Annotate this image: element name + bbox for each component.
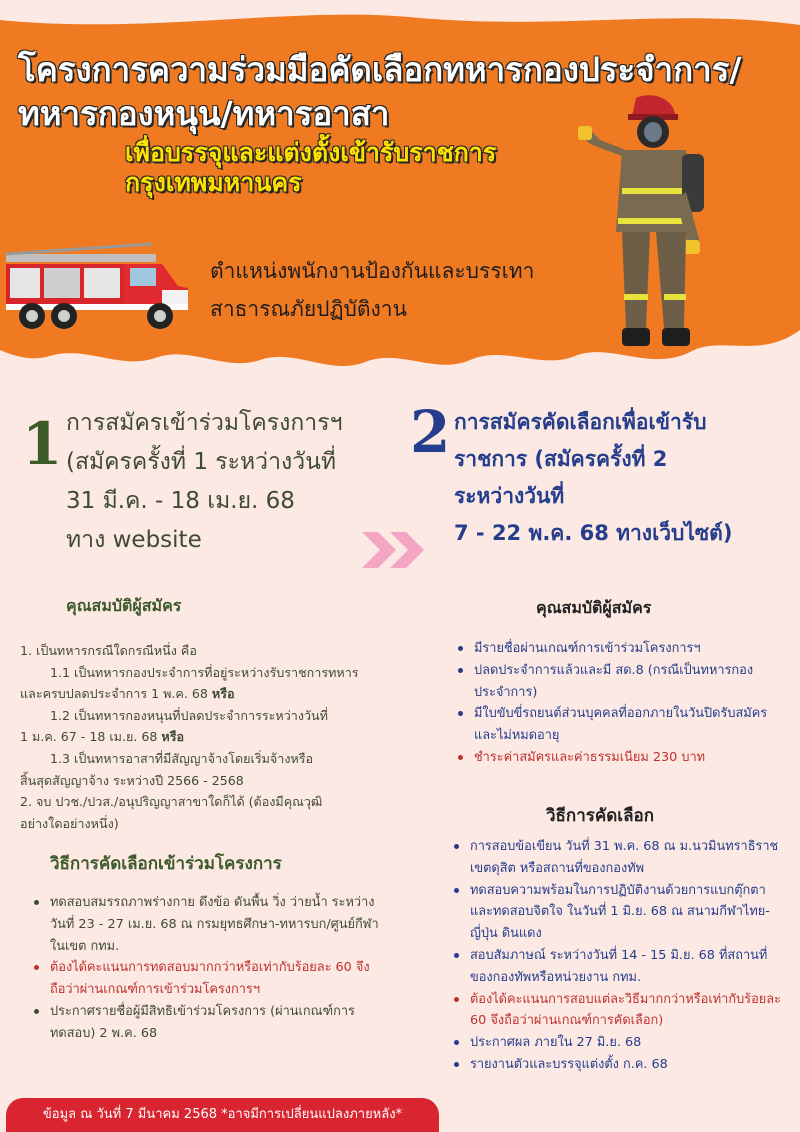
list-item: มีรายชื่อผ่านเกณฑ์การเข้าร่วมโครงการฯ — [454, 638, 784, 660]
list-item: ทดสอบสมรรถภาพร่างกาย ดึงข้อ ดันพื้น วิ่ง ว่ายน้ำ ระหว่างวันที่ 23 - 27 เม.ย. 68 ณ กรมยุทธศึกษา-ทหารบก/ศูนย์กีฬาในเขต กทม. — [30, 892, 380, 957]
step1-qualifications: 1. เป็นทหารกรณีใดกรณีหนึ่ง คือ 1.1 เป็นทหารกองประจำการที่อยู่ระหว่างรับราชการทหาร และครบปลดประจำการ 1 พ.ค. 68 หรือ 1.2 เป็นทหารกองหนุนที่ปลดประจำการระหว่างวันที่ 1 ม.ค. 67 - 18 เม.ย. 68 หรือ 1.3 เป็นทหารอาสาที่มีสัญญาจ้างโดยเริ่มจ้างหรือ สิ้นสุดสัญญาจ้าง ระหว่างปี 2566 - 2568 2. จบ ปวช./ปวส./อนุปริญญาสาขาใดก็ได้ (ต้องมีคุณวุฒิ อย่างใดอย่างหนึ่ง) — [20, 643, 359, 831]
step2-number: 2 — [410, 398, 451, 466]
header-banner — [0, 0, 800, 390]
list-item: ประกาศผล ภายใน 27 มิ.ย. 68 — [450, 1032, 786, 1054]
step2-selection-heading: วิธีการคัดเลือก — [546, 806, 655, 826]
footer-note: ข้อมูล ณ วันที่ 7 มีนาคม 2568 *อาจมีการเปลี่ยนแปลงภายหลัง* — [6, 1098, 439, 1132]
step1-description: การสมัครเข้าร่วมโครงการฯ (สมัครครั้งที่ 1 ระหว่างวันที่ 31 มี.ค. - 18 เม.ย. 68 ทาง website — [66, 410, 343, 553]
step2-qualifications-heading: คุณสมบัติผู้สมัคร — [536, 598, 652, 617]
list-item: ต้องได้คะแนนการทดสอบมากกว่าหรือเท่ากับร้อยละ 60 จึงถือว่าผ่านเกณฑ์การเข้าร่วมโครงการฯ — [30, 957, 380, 1001]
position-title: ตำแหน่งพนักงานป้องกันและบรรเทา สาธารณภัยปฏิบัติงาน — [210, 259, 535, 321]
step1-qualifications-heading: คุณสมบัติผู้สมัคร — [66, 596, 182, 615]
step2-selection-list — [450, 836, 786, 1076]
step1-number: 1 — [22, 410, 63, 478]
list-item: สอบสัมภาษณ์ ระหว่างวันที่ 14 - 15 มิ.ย. 68 ที่สถานที่ของกองทัพหรือหน่วยงาน กทม. — [450, 945, 786, 989]
list-item: รายงานตัวและบรรจุแต่งตั้ง ก.ค. 68 — [450, 1054, 786, 1076]
list-item: ทดสอบความพร้อมในการปฏิบัติงานด้วยการแบกตุ๊กตา และทดสอบจิตใจ ในวันที่ 1 มิ.ย. 68 ณ สนามกีฬาไทย-ญี่ปุ่น ดินแดง — [450, 880, 786, 945]
step1-selection-list — [30, 892, 380, 1045]
step1-selection-heading: วิธีการคัดเลือกเข้าร่วมโครงการ — [50, 854, 282, 874]
list-item: มีใบขับขี่รถยนต์ส่วนบุคคลที่ออกภายในวันปิดรับสมัคร และไม่หมดอายุ — [454, 703, 784, 747]
main-title: โครงการความร่วมมือคัดเลือกทหารกองประจำการ/ ทหารกองหนุน/ทหารอาสา — [18, 50, 742, 133]
list-item: ต้องได้คะแนนการสอบแต่ละวิธีมากกว่าหรือเท่ากับร้อยละ 60 จึงถือว่าผ่านเกณฑ์การคัดเลือก) — [450, 989, 786, 1033]
step2-qualifications-list — [454, 638, 784, 769]
list-item: ปลดประจำการแล้วและมี สด.8 (กรณีเป็นทหารกองประจำการ) — [454, 660, 784, 704]
step2-description: การสมัครคัดเลือกเพื่อเข้ารับ ราชการ (สมัครครั้งที่ 2 ระหว่างวันที่ 7 - 22 พ.ค. 68 ทางเว็บไซต์) — [454, 410, 733, 545]
fire-truck-icon — [2, 234, 202, 334]
list-item: การสอบข้อเขียน วันที่ 31 พ.ค. 68 ณ ม.นวมินทราธิราช เขตดุสิต หรือสถานที่ของกองทัพ — [450, 836, 786, 880]
firefighter-icon — [570, 92, 720, 357]
list-item: ชำระค่าสมัครและค่าธรรมเนียม 230 บาท — [454, 747, 784, 769]
subtitle: เพื่อบรรจุและแต่งตั้งเข้ารับราชการ กรุงเทพมหานคร — [125, 138, 497, 197]
chevron-right-icon — [362, 530, 428, 570]
list-item: ประกาศรายชื่อผู้มีสิทธิเข้าร่วมโครงการ (ผ่านเกณฑ์การทดสอบ) 2 พ.ค. 68 — [30, 1001, 380, 1045]
